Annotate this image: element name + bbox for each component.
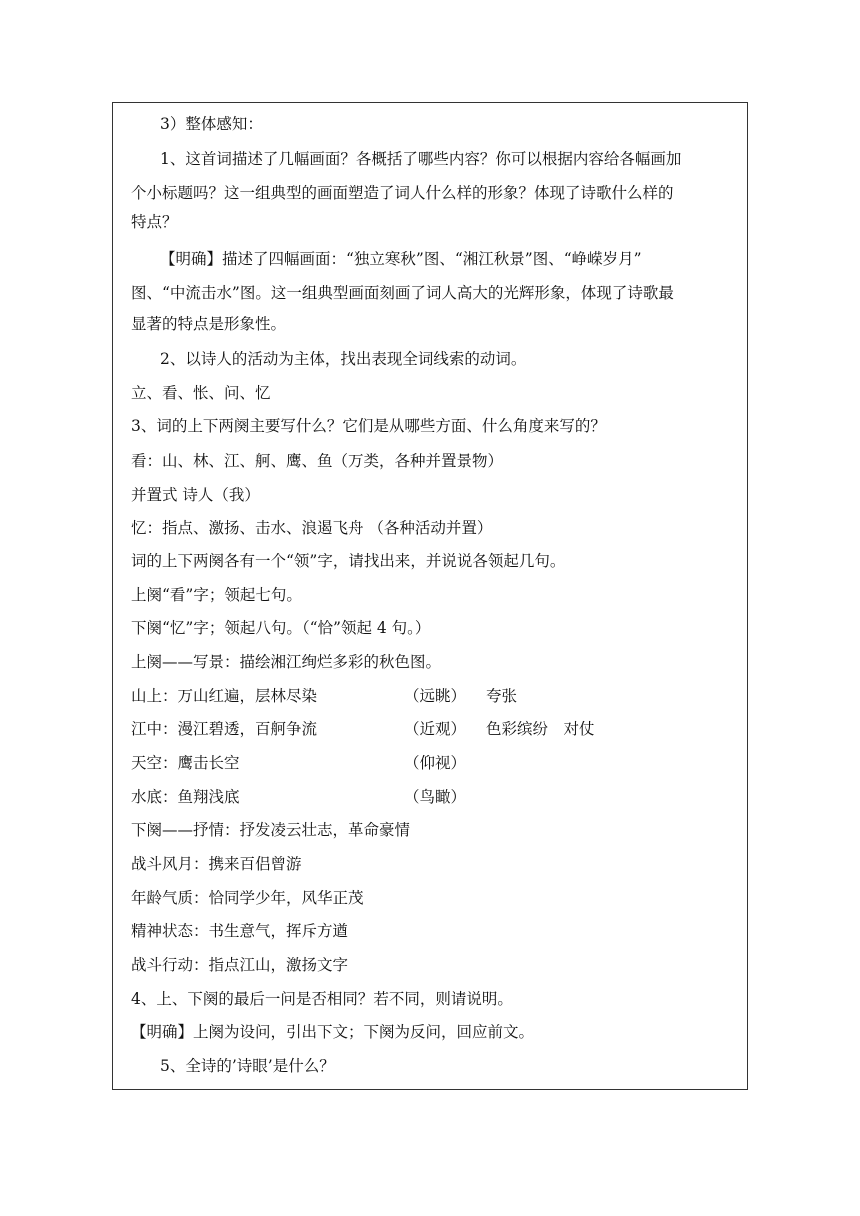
- scene-label: 江中：漫江碧透，百舸争流: [131, 720, 318, 738]
- scene-view: （近观）: [404, 720, 467, 738]
- upper-stanza-lead: 上阕“看”字；领起七句。: [131, 586, 302, 604]
- answer-1-line-2: 图、“中流击水”图。这一组典型画面刻画了词人高大的光辉形象，体现了诗歌最: [131, 284, 674, 302]
- look-line: 看：山、林、江、舸、鹰、鱼（万类，各种并置景物）: [131, 452, 504, 470]
- lower-stanza-lead: 下阕“忆”字；领起八句。（“恰”领起 4 句。）: [131, 619, 431, 637]
- recall-line: 忆：指点、激扬、击水、浪遏飞舟 （各种活动并置）: [131, 519, 493, 537]
- question-5: 5、全诗的’诗眼’是什么？: [160, 1057, 335, 1075]
- answer-2: 立、看、怅、问、忆: [131, 384, 271, 402]
- answer-1-line-3: 显著的特点是形象性。: [131, 315, 287, 333]
- scene-note: 色彩缤纷 对仗: [486, 720, 595, 738]
- scene-label: 山上：万山红遍，层林尽染: [131, 687, 318, 705]
- question-1-line-2: 个小标题吗？这一组典型的画面塑造了词人什么样的形象？体现了诗歌什么样的: [131, 184, 674, 202]
- question-3: 3、词的上下两阕主要写什么？它们是从哪些方面、什么角度来写的？: [131, 417, 606, 435]
- question-2: 2、以诗人的活动为主体，找出表现全词线索的动词。: [160, 350, 527, 368]
- question-1-line-3: 特点？: [131, 213, 178, 231]
- question-4: 4、上、下阕的最后一问是否相同？若不同，则请说明。: [131, 990, 513, 1008]
- parallel-line: 并置式 诗人（我）: [131, 486, 260, 504]
- answer-1-line-1: 【明确】描述了四幅画面：“独立寒秋”图、“湘江秋景”图、“峥嵘岁月”: [160, 250, 642, 268]
- scene-view: （仰视）: [404, 754, 467, 772]
- question-1-line-1: 1、这首词描述了几幅画面？各概括了哪些内容？你可以根据内容给各幅画加: [160, 150, 682, 168]
- scene-label: 天空：鹰击长空: [131, 754, 240, 772]
- answer-4: 【明确】上阕为设问，引出下文；下阕为反问，回应前文。: [131, 1023, 535, 1041]
- section-heading: 3）整体感知：: [160, 115, 263, 133]
- upper-stanza-theme: 上阕——写景：描绘湘江绚烂多彩的秋色图。: [131, 653, 442, 671]
- scene-view: （远眺）: [404, 687, 467, 705]
- scene-label: 水底：鱼翔浅底: [131, 788, 240, 806]
- scene-view: （鸟瞰）: [404, 788, 467, 806]
- action-line: 战斗行动：指点江山，激扬文字: [131, 956, 349, 974]
- spirit-line: 精神状态：书生意气，挥斥方遒: [131, 922, 349, 940]
- age-line: 年龄气质：恰同学少年，风华正茂: [131, 889, 364, 907]
- scene-note: 夸张: [486, 687, 518, 705]
- lead-word-question: 词的上下两阕各有一个“领”字，请找出来，并说说各领起几句。: [131, 552, 566, 570]
- lower-stanza-theme: 下阕——抒情：抒发凌云壮志，革命豪情: [131, 821, 411, 839]
- battle-line: 战斗风月：携来百侣曾游: [131, 855, 302, 873]
